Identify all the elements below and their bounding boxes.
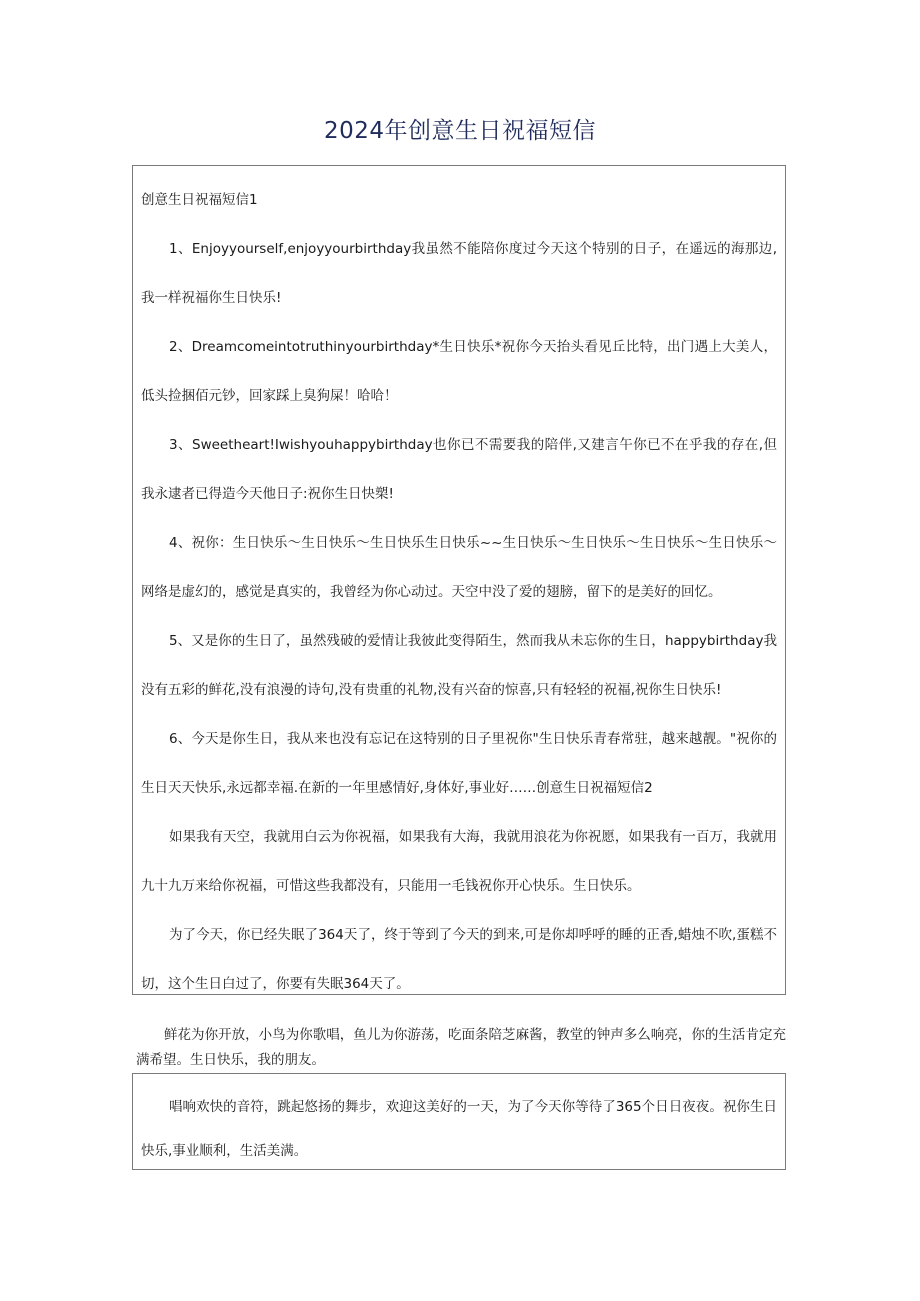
paragraph-8: 为了今天，你已经失眠了364天了，终于等到了今天的到来,可是你却呼呼的睡的正香,蜡烛不吹,蛋糕不切，这个生日白过了，你要有失眠364天了。 (141, 927, 777, 992)
paragraph-4: 4、祝你：生日快乐〜生日快乐〜生日快乐生日快乐~~生日快乐〜生日快乐〜生日快乐〜生日快乐〜网络是虚幻的，感觉是真实的，我曾经为你心动过。天空中没了爱的翅膀，留下的是美好的回忆。 (141, 535, 777, 600)
paragraph-outside: 鲜花为你开放，小鸟为你歌唱，鱼儿为你游荡，吃面条陪芝麻酱，教堂的钟声多么响亮，你的生活肯定充满希望。生日快乐，我的朋友。 (136, 1027, 786, 1068)
paragraph-3: 3、Sweetheart!Iwishyouhappybirthday也你已不需要我的陪伴,又建言午你已不在乎我的存在,但我永逮者已得造今天他日子:祝你生日快槊! (141, 437, 777, 502)
paragraph-7: 如果我有天空，我就用白云为你祝福，如果我有大海，我就用浪花为你祝愿，如果我有一百万，我就用九十九万来给你祝福，可惜这些我都没有，只能用一毛钱祝你开心快乐。生日快乐。 (141, 829, 777, 894)
paragraph-box2: 唱响欢快的音符，跳起悠扬的舞步，欢迎这美好的一天，为了今天你等待了365个日日夜夜。祝你生日快乐,事业顺利，生活美满。 (141, 1099, 777, 1159)
paragraph-2: 2、Dreamcomeintotruthinyourbirthday*生日快乐*祝你今天抬头看见丘比特，出门遇上大美人，低头捡捆佰元钞，回家踩上臭狗屎！哈哈！ (141, 339, 777, 404)
text-box-main (132, 165, 786, 995)
text-box-secondary (132, 1073, 786, 1170)
paragraph-6: 6、今天是你生日，我从来也没有忘记在这特别的日子里祝你"生日快乐青春常驻，越来越靓。"祝你的生日天天快乐,永远都幸福.在新的一年里感情好,身体好,事业好……创意生日祝福短信2 (141, 731, 777, 796)
paragraph-1: 1、Enjoyyourself,enjoyyourbirthday我虽然不能陪你度过今天这个特别的日子，在遥远的海那边,我一样祝福你生日快乐! (141, 241, 777, 306)
section-heading: 创意生日祝福短信1 (141, 192, 258, 208)
text-box-secondary-content (137, 1085, 781, 1173)
page-title: 2024年创意生日祝福短信 (323, 118, 597, 144)
paragraph-5: 5、又是你的生日了，虽然残破的爱情让我彼此变得陌生，然而我从未忘你的生日，happybirthday我没有五彩的鲜花,没有浪漫的诗句,没有贵重的礼物,没有兴奋的惊喜,只有轻轻的祝福,祝你生日快乐! (141, 633, 777, 698)
text-box-main-content (137, 176, 781, 1009)
